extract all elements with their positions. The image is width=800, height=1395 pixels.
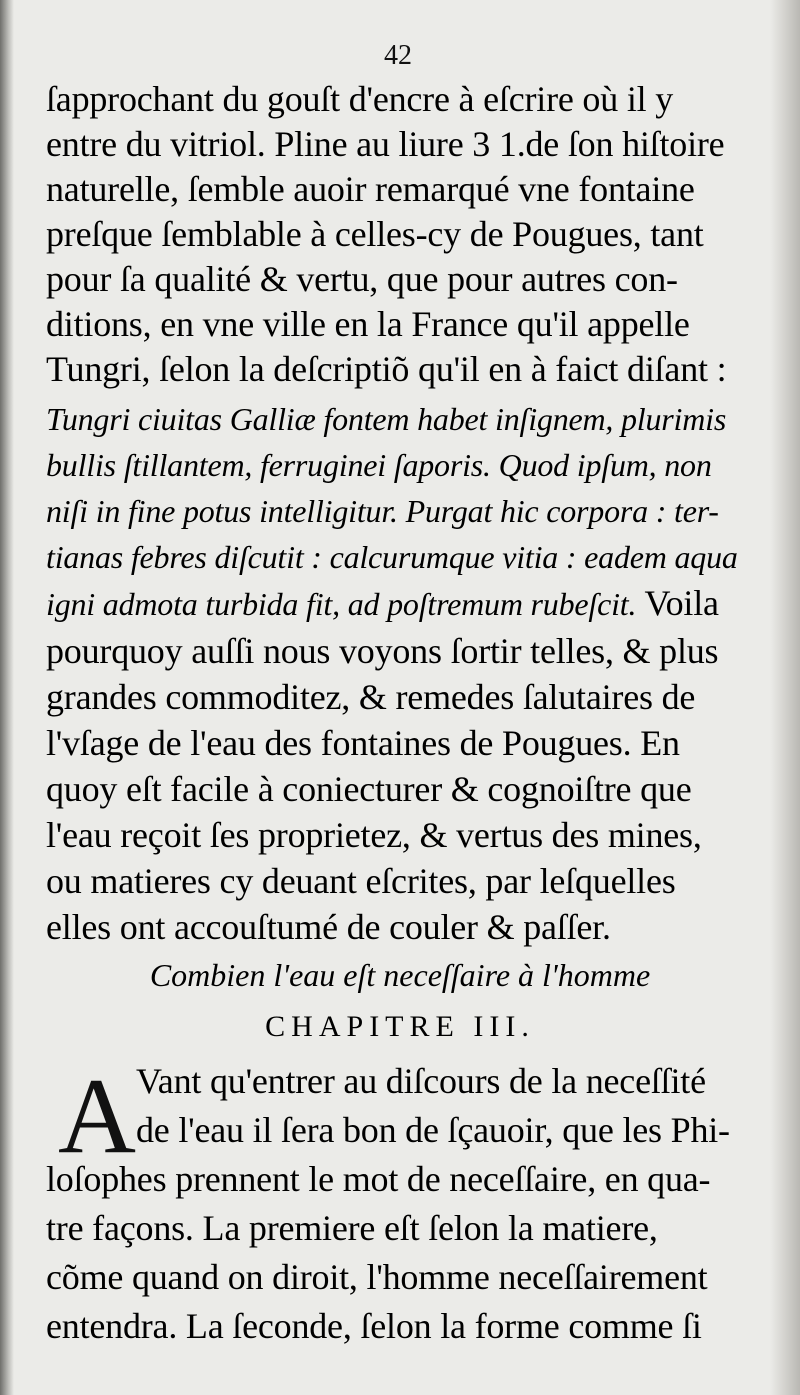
text-line: ſapprochant du gouſt d'encre à eſcrire où il y bbox=[46, 79, 674, 119]
text-line: grandes commoditez, & remedes ſalutaires de bbox=[46, 677, 696, 717]
text-line: pour ſa qualité & vertu, que pour autres con- bbox=[46, 259, 678, 299]
text-line: de l'eau il ſera bon de ſçauoir, que les Phi- bbox=[136, 1110, 730, 1150]
latin-quote-end: igni admota turbida fit, ad poſtremum rubeſcit. bbox=[46, 586, 637, 622]
mixed-text-line bbox=[46, 580, 768, 626]
chapter-title: CHAPITRE III. bbox=[265, 1010, 535, 1043]
text-line: preſque ſemblable à celles-cy de Pougues, tant bbox=[46, 214, 704, 254]
text-line: entendra. La ſeconde, ſelon la forme comme ſi bbox=[46, 1306, 702, 1346]
text-line: naturelle, ſemble auoir remarqué vne fontaine bbox=[46, 169, 695, 209]
latin-quote-line: tianas febres diſcutit : calcurumque vitia : eadem aqua bbox=[46, 539, 738, 575]
text-continuation: Voila bbox=[636, 583, 719, 623]
text-line: l'eau reçoit ſes proprietez, & vertus des mines, bbox=[46, 815, 702, 855]
latin-quote-line: bullis ſtillantem, ferruginei ſaporis. Quod ipſum, non bbox=[46, 447, 712, 483]
text-line: ditions, en vne ville en la France qu'il appelle bbox=[46, 304, 690, 344]
drop-cap: A bbox=[58, 1057, 136, 1176]
text-line: entre du vitriol. Pline au liure 3 1.de ſon hiſtoire bbox=[46, 124, 725, 164]
latin-quote-line: niſi in fine potus intelligitur. Purgat hic corpora : ter- bbox=[46, 493, 719, 529]
text-line: Tungri, ſelon la deſcriptiõ qu'il en à faict diſant : bbox=[46, 349, 727, 389]
page-gutter-shadow bbox=[0, 0, 14, 1395]
text-line: ou matieres cy deuant eſcrites, par leſquelles bbox=[46, 861, 676, 901]
text-line: Vant qu'entrer au diſcours de la neceſſité bbox=[136, 1061, 706, 1101]
text-line: loſophes prennent le mot de neceſſaire, en qua- bbox=[46, 1159, 711, 1199]
text-line: elles ont accouſtumé de couler & paſſer. bbox=[46, 907, 611, 947]
text-line: tre façons. La premiere eſt ſelon la matiere, bbox=[46, 1208, 658, 1248]
text-line: quoy eſt facile à coniecturer & cognoiſtre que bbox=[46, 769, 692, 809]
text-line: pourquoy auſſi nous voyons ſortir telles, & plus bbox=[46, 631, 719, 671]
page-edge-shadow bbox=[770, 0, 800, 1395]
page-number: 42 bbox=[384, 40, 412, 71]
section-heading: Combien l'eau eſt neceſſaire à l'homme bbox=[149, 957, 651, 993]
text-line: cõme quand on diroit, l'homme neceſſairement bbox=[46, 1257, 708, 1297]
latin-quote-line: Tungri ciuitas Galliæ fontem habet inſignem, plurimis bbox=[46, 401, 727, 437]
text-line: l'vſage de l'eau des fontaines de Pougues. En bbox=[46, 723, 680, 763]
